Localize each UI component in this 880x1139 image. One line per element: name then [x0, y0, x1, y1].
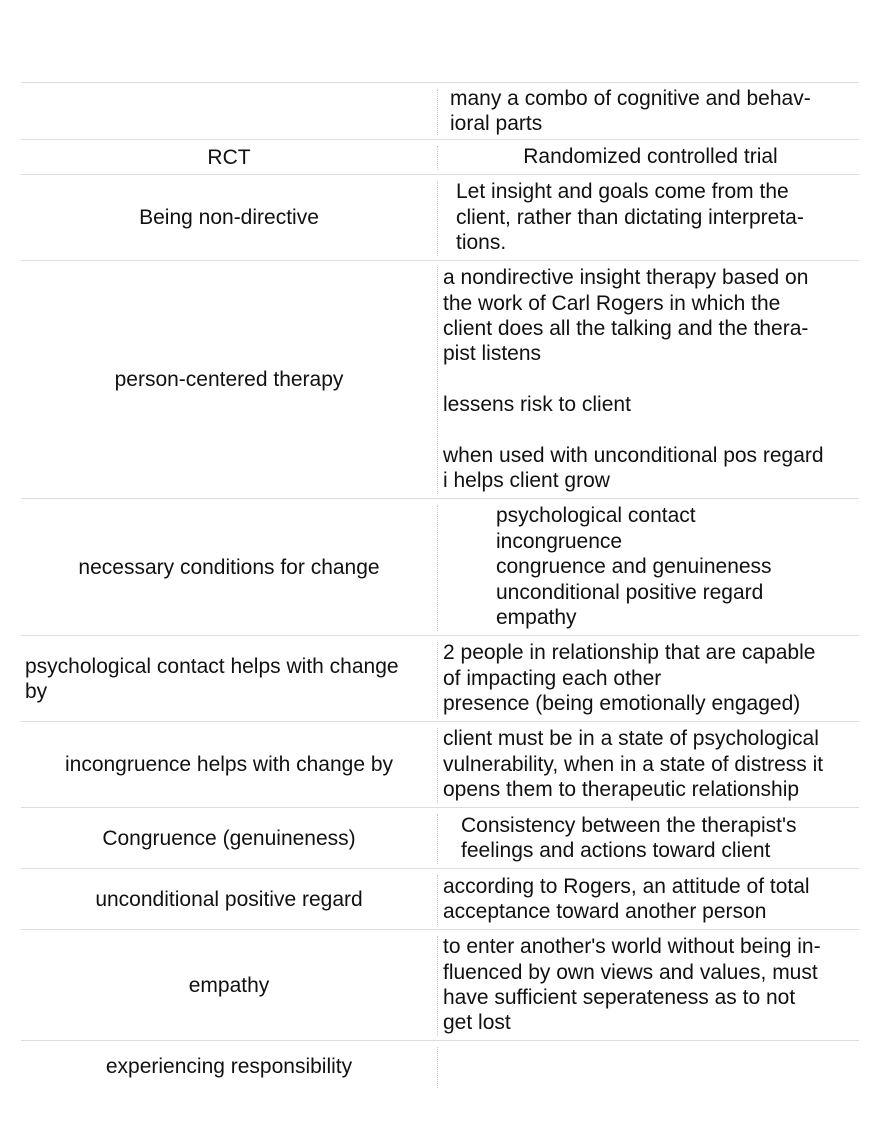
- column-divider: [437, 89, 438, 135]
- column-divider: [437, 146, 438, 170]
- term-cell: empathy: [188, 973, 270, 997]
- table-row: [21, 1040, 859, 1092]
- term-cell: experiencing responsibility: [105, 1055, 353, 1078]
- table-row: [21, 868, 859, 929]
- table-row: [21, 635, 859, 721]
- table-row: [21, 721, 859, 807]
- term-text: psychological contact helps with change by: [25, 654, 399, 703]
- table-row: [21, 807, 859, 868]
- term-cell: necessary conditions for change: [78, 555, 380, 579]
- definition-cell: [442, 636, 859, 721]
- definition-cell: [442, 1041, 859, 1092]
- definition-text: a nondirective insight therapy based on the work of Carl Rogers in which the client does all the talking and the thera- pist listens lessens risk to client when used with unconditional pos regard i helps client grow: [443, 266, 824, 493]
- definition-text: Consistency between the therapist's feelings and actions toward client: [461, 813, 797, 862]
- definition-cell: [442, 175, 859, 260]
- definition-text: Let insight and goals come from the client, rather than dictating interpreta- tions.: [456, 180, 804, 255]
- definition-cell: [442, 808, 859, 868]
- definition-text: 2 people in relationship that are capable of impacting each other presence (being emotionally engaged): [443, 641, 816, 716]
- column-divider: [437, 1047, 438, 1088]
- column-divider: [437, 814, 438, 864]
- term-cell: [21, 636, 437, 721]
- definition-text: many a combo of cognitive and behav- ioral parts: [450, 86, 811, 135]
- column-divider: [437, 267, 438, 494]
- definition-cell: [442, 930, 859, 1040]
- term-cell: Being non-directive: [139, 206, 319, 229]
- definition-text: according to Rogers, an attitude of total acceptance toward another person: [443, 874, 810, 923]
- table-row: [21, 82, 859, 139]
- term-cell: incongruence helps with change by: [64, 753, 394, 776]
- definition-cell: [442, 83, 859, 139]
- definition-cell: [442, 499, 859, 635]
- term-cell: person-centered therapy: [114, 368, 344, 391]
- term-cell: RCT: [207, 145, 251, 169]
- table-row: [21, 174, 859, 260]
- table-row: [21, 498, 859, 635]
- column-divider: [437, 505, 438, 631]
- column-divider: [437, 728, 438, 803]
- definition-cell: [442, 140, 859, 174]
- term-cell: Congruence (genuineness): [102, 826, 356, 850]
- column-divider: [437, 875, 438, 925]
- column-divider: [437, 181, 438, 256]
- table-row: [21, 260, 859, 498]
- column-divider: [437, 936, 438, 1036]
- column-divider: [437, 642, 438, 717]
- definition-text: client must be in a state of psychological vulnerability, when in a state of distress it opens them to therapeutic relationship: [443, 727, 824, 802]
- definition-text: psychological contact incongruence congruence and genuineness unconditional positive regard empathy: [496, 504, 772, 630]
- definition-cell: [442, 261, 859, 498]
- term-cell: [21, 83, 437, 139]
- term-cell: unconditional positive regard: [95, 887, 363, 911]
- definition-cell: [442, 722, 859, 807]
- definition-cell: [442, 869, 859, 929]
- table-row: [21, 139, 859, 174]
- definition-text: to enter another's world without being in- fluenced by own views and values, must have sufficient seperateness as to not get lost: [443, 935, 821, 1035]
- definition-text: Randomized controlled trial: [523, 145, 778, 169]
- table-row: [21, 929, 859, 1040]
